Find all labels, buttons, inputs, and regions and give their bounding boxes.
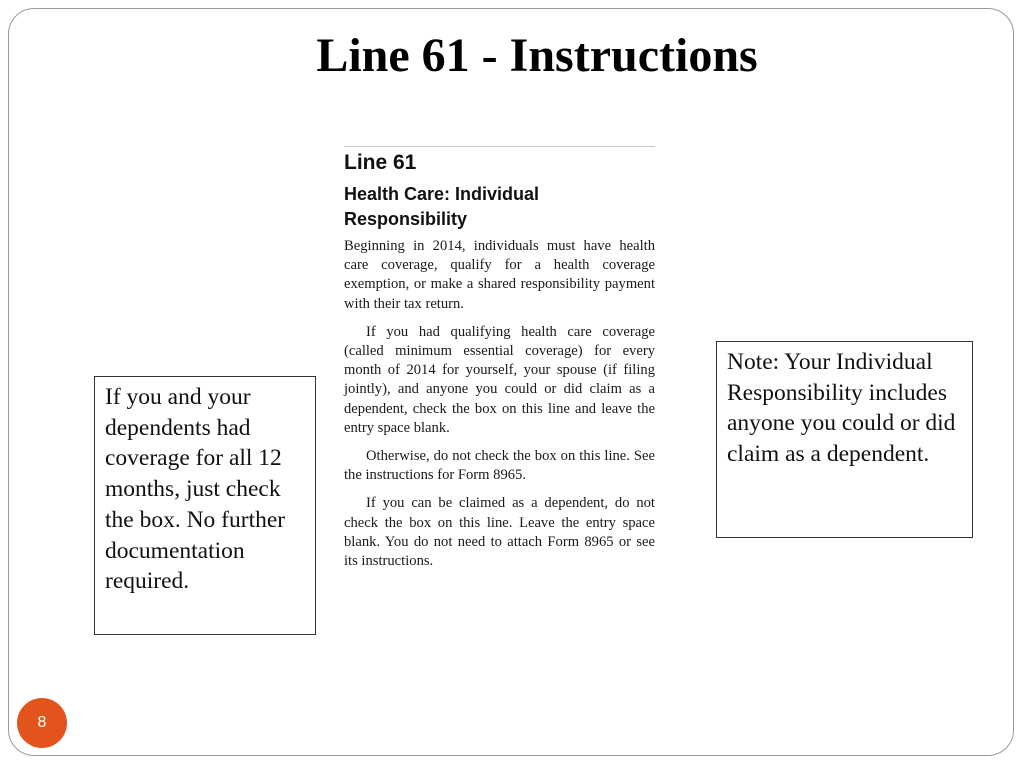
slide-title: Line 61 - Instructions xyxy=(316,29,758,82)
callout-coverage-note: If you and your dependents had coverage for all 12 months, just check the box. No further documentation required. xyxy=(94,376,316,635)
excerpt-line-heading: Line 61 xyxy=(344,151,417,174)
excerpt-paragraph: Otherwise, do not check the box on this line. See the instructions for Form 8965. xyxy=(344,448,655,484)
excerpt-subheading: Health Care: Individual Responsibility xyxy=(344,184,540,229)
excerpt-paragraph: Beginning in 2014, individuals must have health care coverage, qualify for a health coverage exemption, or make a shared responsibility payment with their tax return. xyxy=(344,238,655,312)
page-number-badge: 8 xyxy=(17,698,67,748)
excerpt-paragraph: If you can be claimed as a dependent, do not check the box on this line. Leave the entry space blank. You do not need to attach Form 8965 or see its instructions. xyxy=(344,495,655,570)
callout-dependent-note: Note: Your Individual Responsibility includes anyone you could or did claim as a dependent. xyxy=(716,341,973,538)
irs-instruction-excerpt xyxy=(344,146,655,580)
excerpt-paragraph: If you had qualifying health care coverage (called minimum essential coverage) for every month of 2014 for yourself, your spouse (if filing jointly), and anyone you could or did claim as a dependent, check the box on this line and leave the entry space blank. xyxy=(344,323,655,436)
